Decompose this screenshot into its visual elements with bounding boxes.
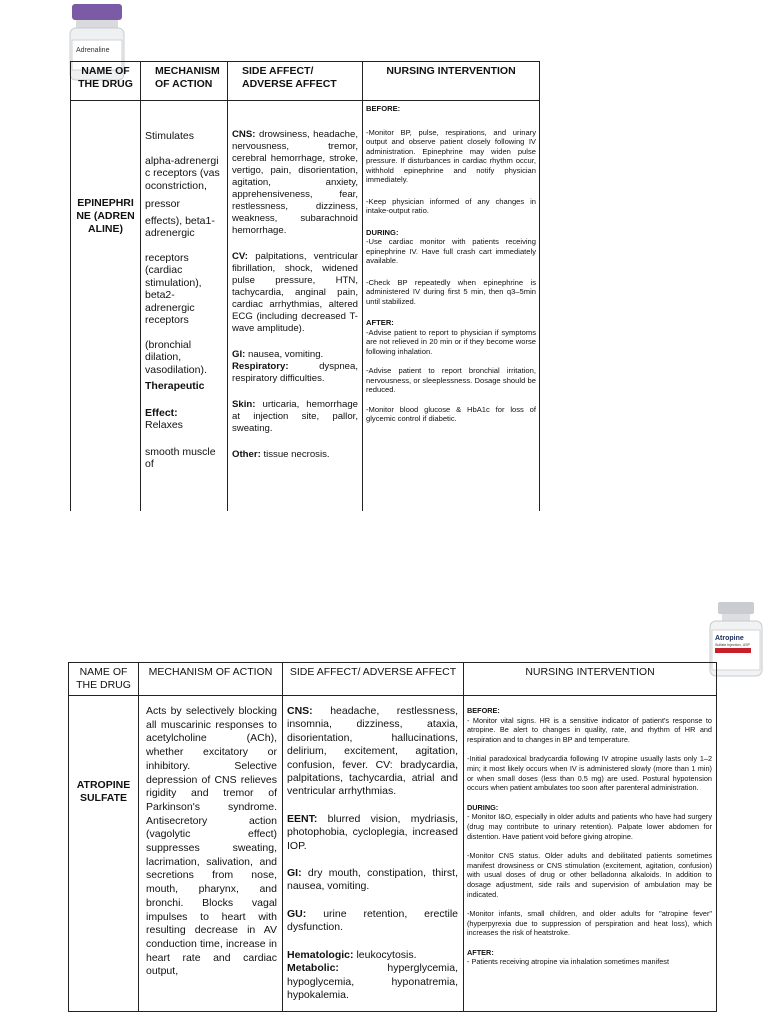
- nursing-item: - Monitor vital signs. HR is a sensitive indicator of patient's response to atropine. Be alert to changes in quality, rate, and rhythm of HR and respiration and to changes in BP and temperature.: [467, 715, 712, 744]
- text: dyspnea, respiratory difficulties.: [232, 361, 358, 384]
- side-meta: [287, 962, 458, 1002]
- nursing-cell: [363, 101, 540, 511]
- mechanism-text: Acts by selectively blocking all muscarinic responses to acetylcholine (ACh), whether excitatory or inhibitory. Selective depression of CNS relieves rigidity and tremor of Parkinson's syndrome. Antisecretory action (vagolytic effect) suppresses sweating, lacrimation, salivation, and secretions from nose, mouth, pharynx, and bronchi. Blocks vagal impulses to heart with resulting decrease in AV conduction time, increase in heart rate and cardiac output,: [146, 705, 277, 978]
- side-eent: [287, 813, 458, 853]
- text: headache, restlessness, insomnia, dizziness, ataxia, disorientation, hallucinations, delirium, excitement, agitation, confusion, fever. CV: bradycardia, palpitations, tachycardia, atrial and ventricular arrhythmias.: [287, 705, 459, 798]
- side-effects-cell: [283, 696, 464, 1012]
- nursing-cell: [464, 696, 717, 1012]
- mechanism-line: pressor: [145, 198, 181, 210]
- mechanism-line: Therapeutic: [145, 380, 205, 392]
- mechanism-line: smooth muscle of: [145, 445, 216, 470]
- header-side-effects: SIDE AFFECT/ ADVERSE AFFECT: [228, 62, 363, 101]
- mechanism-line: receptors (cardiac stimulation), beta2-adrenergic receptors: [145, 251, 202, 326]
- side-resp: [232, 361, 358, 385]
- mechanism-cell: [139, 696, 283, 1012]
- text: drowsiness, headache, nervousness, tremor, cerebral hemorrhage, stroke, vertigo, pain, disorientation, agitation, anxiety, apprehensiveness, fear, restlessness, dizziness, weakness, subarachnoid hemorrhage.: [232, 129, 358, 236]
- vial-cap: [72, 4, 122, 20]
- nursing-item: -Advise patient to report bronchial irritation, nervousness, or sleeplessness. Dosage should be reduced.: [366, 366, 536, 394]
- text: urticaria, hemorrhage at injection site, pallor, sweating.: [232, 399, 359, 434]
- header-drug: NAME OF THE DRUG: [69, 663, 139, 696]
- label: Skin:: [232, 399, 256, 410]
- nursing-during-label: DURING:: [366, 227, 399, 237]
- atropine-table-wrap: [68, 662, 718, 1024]
- header-nursing: NURSING INTERVENTION: [363, 62, 540, 101]
- side-effects-cell: [228, 101, 363, 511]
- nursing-item: -Initial paradoxical bradycardia following IV atropine usually lasts only 1–2 min; it most likely occurs when IV is administered slowly (more than 1 min) or when small doses (less than 0.5 mg) are used. Postural hypotension occurs when patient ambulates too soon after parenteral administration.: [467, 754, 712, 793]
- side-cv: [232, 251, 358, 335]
- text: palpitations, ventricular fibrillation, shock, widened pulse pressure, HTN, tachycardia, anginal pain, cardiac arrhythmias, altered ECG (including decreased T-wave amplitude).: [232, 251, 359, 334]
- nursing-item: -Monitor CNS status. Older adults and debilitated patients sometimes manifest drowsiness or CNS stimulation (excitement, agitation, confusion) with usual doses of drug or other belladonna alkaloids. In addition to dosage adjustment, side rails and supervision of ambulation may be indicated.: [467, 851, 712, 899]
- nursing-item: -Monitor blood glucose & HbA1c for loss of glycemic control if diabetic.: [366, 404, 536, 423]
- nursing-during-label: DURING:: [467, 802, 499, 812]
- vial-cap: [718, 602, 754, 614]
- mechanism-line: Relaxes: [145, 419, 183, 431]
- nursing-before-label: BEFORE:: [467, 706, 500, 715]
- text: blurred vision, mydriasis, photophobia, cycloplegia, increased IOP.: [287, 812, 458, 852]
- vial-label-text: Atropine: [715, 635, 744, 642]
- table-header-row: [71, 62, 540, 101]
- nursing-item: -Advise patient to report to physician if symptoms are not relieved in 20 min or if they become worse following inhalation.: [366, 327, 536, 356]
- table-header-row: [69, 663, 717, 696]
- nursing-item: -Monitor BP, pulse, respirations, and urinary output and observe patient closely following IV administration. Epinephrine may widen pulse pressure. If disturbances in cardiac rhythm occur, withhold epinephrine and notify physician immediately.: [366, 127, 536, 184]
- drug-name: EPINEPHRINE (ADRENALINE): [76, 197, 135, 235]
- table-row: [69, 696, 717, 1012]
- epinephrine-table: [70, 61, 540, 511]
- nursing-item: -Monitor infants, small children, and older adults for "atropine fever" (hyperpyrexia due to suppression of perspiration and heat loss), which increases the risk of heatstroke.: [467, 909, 712, 938]
- nursing-item: -Keep physician informed of any changes in intake-output ratio.: [366, 196, 536, 215]
- side-skin: [232, 399, 358, 435]
- vial-red-band: [715, 648, 751, 653]
- nursing-item: - Monitor I&O, especially in older adults and patients who have had surgery (drug may contribute to urinary retention). Palpate lower abdomen for distention. Have patient void before giving atropine.: [467, 812, 712, 841]
- mechanism-line: effects), beta1-adrenergic: [145, 214, 215, 239]
- vial-label-text: Adrenaline: [76, 47, 110, 54]
- atropine-table: [68, 662, 717, 1012]
- text: dry mouth, constipation, thirst, nausea, vomiting.: [287, 867, 458, 893]
- vial-label-sub: Sulfate Injection, USP: [715, 643, 750, 647]
- side-other: [232, 449, 358, 461]
- nursing-item: -Use cardiac monitor with patients receiving epinephrine IV. Have full crash cart immediately available.: [366, 237, 536, 265]
- nursing-after-label: AFTER:: [467, 947, 494, 957]
- header-mechanism: MECHANISM OF ACTION: [141, 62, 228, 101]
- text: nausea, vomiting.: [248, 349, 324, 360]
- label: Metabolic:: [287, 962, 339, 975]
- mechanism-line: (bronchial dilation, vasodilation).: [145, 338, 207, 376]
- mechanism-line: Effect:: [145, 406, 178, 419]
- label: Hematologic:: [287, 948, 354, 961]
- header-side-effects: SIDE AFFECT/ ADVERSE AFFECT: [283, 663, 464, 696]
- nursing-after-label: AFTER:: [366, 318, 394, 327]
- mechanism-cell: [141, 101, 228, 511]
- drug-name-cell: [69, 696, 139, 1012]
- side-cns: [232, 129, 358, 237]
- mechanism-line: alpha-adrenergic receptors (vasoconstriction,: [145, 154, 220, 192]
- label: CNS:: [232, 129, 256, 140]
- label: CNS:: [287, 705, 313, 717]
- nursing-before-label: BEFORE:: [366, 104, 401, 113]
- side-gi: [232, 349, 358, 361]
- text: urine retention, erectile dysfunction.: [287, 907, 459, 934]
- header-drug: NAME OF THE DRUG: [71, 62, 141, 101]
- nursing-item: - Patients receiving atropine via inhalation sometimes manifest: [467, 957, 669, 967]
- label: Other:: [232, 449, 261, 460]
- text: leukocytosis.: [356, 948, 417, 961]
- side-gu: [287, 908, 458, 935]
- label: GU:: [287, 907, 307, 920]
- header-mechanism: MECHANISM OF ACTION: [139, 663, 283, 696]
- label: GI:: [232, 349, 246, 360]
- label: Respiratory:: [232, 361, 289, 372]
- drug-name: ATROPINE SULFATE: [76, 779, 131, 804]
- text: hyperglycemia, hypoglycemia, hyponatremia, hypokalemia.: [287, 962, 458, 1001]
- mechanism-line: Stimulates: [145, 130, 195, 142]
- nursing-item: -Check BP repeatedly when epinephrine is administered IV during first 5 min, then q3–5min until stabilized.: [366, 277, 536, 306]
- side-cns: [287, 705, 458, 799]
- side-hema: [287, 949, 458, 962]
- header-nursing: NURSING INTERVENTION: [464, 663, 717, 696]
- label: GI:: [287, 867, 302, 880]
- label: CV:: [232, 251, 248, 262]
- label: EENT:: [287, 812, 318, 825]
- side-gi: [287, 867, 458, 894]
- drug-name-cell: [71, 101, 141, 511]
- table-row: [71, 101, 540, 511]
- text: tissue necrosis.: [263, 449, 330, 460]
